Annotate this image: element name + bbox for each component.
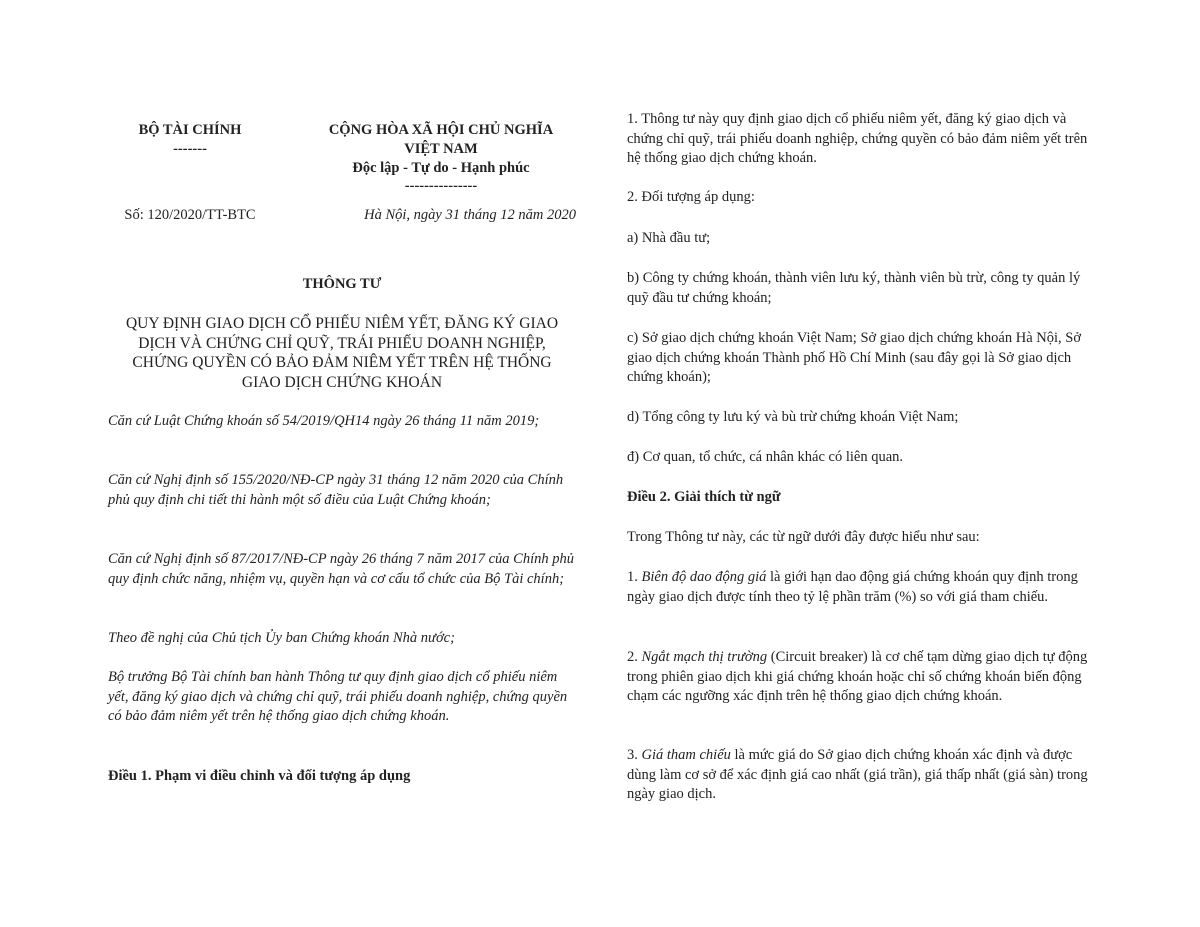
preamble-issuance: Bộ trưởng Bộ Tài chính ban hành Thông tư quy định giao dịch cổ phiếu niêm yết, đăng ký giao dịch và chứng chỉ quỹ, trái phiếu doanh nghiệp, chứng quyền có bảo đảm niêm yết trên hệ thống giao dịch chứng khoán. bbox=[108, 669, 568, 724]
preamble-basis-securities-law: Căn cứ Luật Chứng khoán số 54/2019/QH14 ngày 26 tháng 11 năm 2019; bbox=[108, 413, 540, 429]
article-2-intro: Trong Thông tư này, các từ ngữ dưới đây được hiểu như sau: bbox=[627, 529, 980, 545]
article-1-clause-1: 1. Thông tư này quy định giao dịch cổ phiếu niêm yết, đăng ký giao dịch và chứng chỉ quỹ, trái phiếu doanh nghiệp, chứng quyền có bảo đảm niêm yết trên hệ thống giao dịch chứng khoán. bbox=[627, 111, 1088, 166]
article-1-heading: Điều 1. Phạm vi điều chỉnh và đối tượng áp dụng bbox=[108, 768, 411, 784]
definition-term: Biên độ dao động giá bbox=[641, 569, 767, 585]
preamble-proposal: Theo đề nghị của Chủ tịch Ủy ban Chứng khoán Nhà nước; bbox=[108, 630, 455, 646]
definition-term: Giá tham chiếu bbox=[641, 747, 731, 763]
subject-securities-companies: b) Công ty chứng khoán, thành viên lưu ký, thành viên bù trừ, công ty quản lý quỹ đầu tư chứng khoán; bbox=[627, 270, 1081, 306]
definition-term: Ngắt mạch thị trường bbox=[641, 649, 768, 665]
article-1-clause-2: 2. Đối tượng áp dụng: bbox=[627, 189, 755, 205]
definition-text: là mức giá do Sở giao dịch chứng khoán xác định và được dùng làm cơ sở để xác định giá cao nhất (giá trần), giá thấp nhất (giá sàn) trong ngày giao dịch. bbox=[627, 747, 1088, 802]
preamble-basis-decree-155: Căn cứ Nghị định số 155/2020/NĐ-CP ngày 31 tháng 12 năm 2020 của Chính phủ quy định chi tiết thi hành một số điều của Luật Chứng khoán; bbox=[108, 472, 564, 508]
subject-other-entities: đ) Cơ quan, tổ chức, cá nhân khác có liên quan. bbox=[627, 449, 904, 465]
national-motto-block bbox=[306, 121, 576, 195]
national-motto: Độc lập - Tự do - Hạnh phúc bbox=[352, 160, 530, 176]
definition-price-band bbox=[627, 568, 1097, 607]
definition-circuit-breaker bbox=[627, 648, 1097, 707]
definition-number: 3. bbox=[627, 747, 642, 763]
subject-depository-corporation: d) Tổng công ty lưu ký và bù trừ chứng khoán Việt Nam; bbox=[627, 409, 959, 425]
preamble-basis-decree-87: Căn cứ Nghị định số 87/2017/NĐ-CP ngày 26 tháng 7 năm 2017 của Chính phủ quy định chức năng, nhiệm vụ, quyền hạn và cơ cấu tổ chức của Bộ Tài chính; bbox=[108, 551, 575, 587]
definition-number: 1. bbox=[627, 569, 642, 585]
document-number: Số: 120/2020/TT-BTC bbox=[124, 207, 256, 223]
issuer-block bbox=[108, 121, 272, 159]
definition-reference-price bbox=[627, 746, 1097, 805]
definition-text: là giới hạn dao động giá chứng khoán quy định trong ngày giao dịch được tính theo tỷ lệ phần trăm (%) so với giá tham chiếu. bbox=[627, 569, 1078, 605]
document-type-title: THÔNG TƯ bbox=[302, 276, 382, 292]
subject-investors: a) Nhà đầu tư; bbox=[627, 230, 711, 246]
definition-number: 2. bbox=[627, 649, 642, 665]
ministry-divider: ------- bbox=[173, 141, 207, 157]
republic-name-line2: VIỆT NAM bbox=[404, 141, 478, 157]
ministry-name: BỘ TÀI CHÍNH bbox=[138, 122, 242, 138]
article-2-heading: Điều 2. Giải thích từ ngữ bbox=[627, 489, 781, 505]
motto-divider: --------------- bbox=[404, 178, 478, 194]
subject-stock-exchanges: c) Sở giao dịch chứng khoán Việt Nam; Sở giao dịch chứng khoán Hà Nội, Sở giao dịch chứng khoán Thành phố Hồ Chí Minh (sau đây gọi là Sở giao dịch chứng khoán); bbox=[627, 330, 1081, 385]
place-and-date: Hà Nội, ngày 31 tháng 12 năm 2020 bbox=[364, 207, 576, 223]
definition-text: (Circuit breaker) là cơ chế tạm dừng giao dịch tự động trong phiên giao dịch khi giá chứng khoán hoặc chỉ số chứng khoán biến động chạm các ngưỡng xác định trên hệ thống giao dịch chứng khoán. bbox=[627, 649, 1088, 704]
republic-name-line1: CỘNG HÒA XÃ HỘI CHỦ NGHĨA bbox=[328, 122, 554, 138]
document-subtitle: QUY ĐỊNH GIAO DỊCH CỔ PHIẾU NIÊM YẾT, ĐĂNG KÝ GIAO DỊCH VÀ CHỨNG CHỈ QUỸ, TRÁI PHIẾU DOANH NGHIỆP, CHỨNG QUYỀN CÓ BẢO ĐẢM NIÊM YẾT TRÊN HỆ THỐNG GIAO DỊCH CHỨNG KHOÁN bbox=[125, 315, 559, 391]
